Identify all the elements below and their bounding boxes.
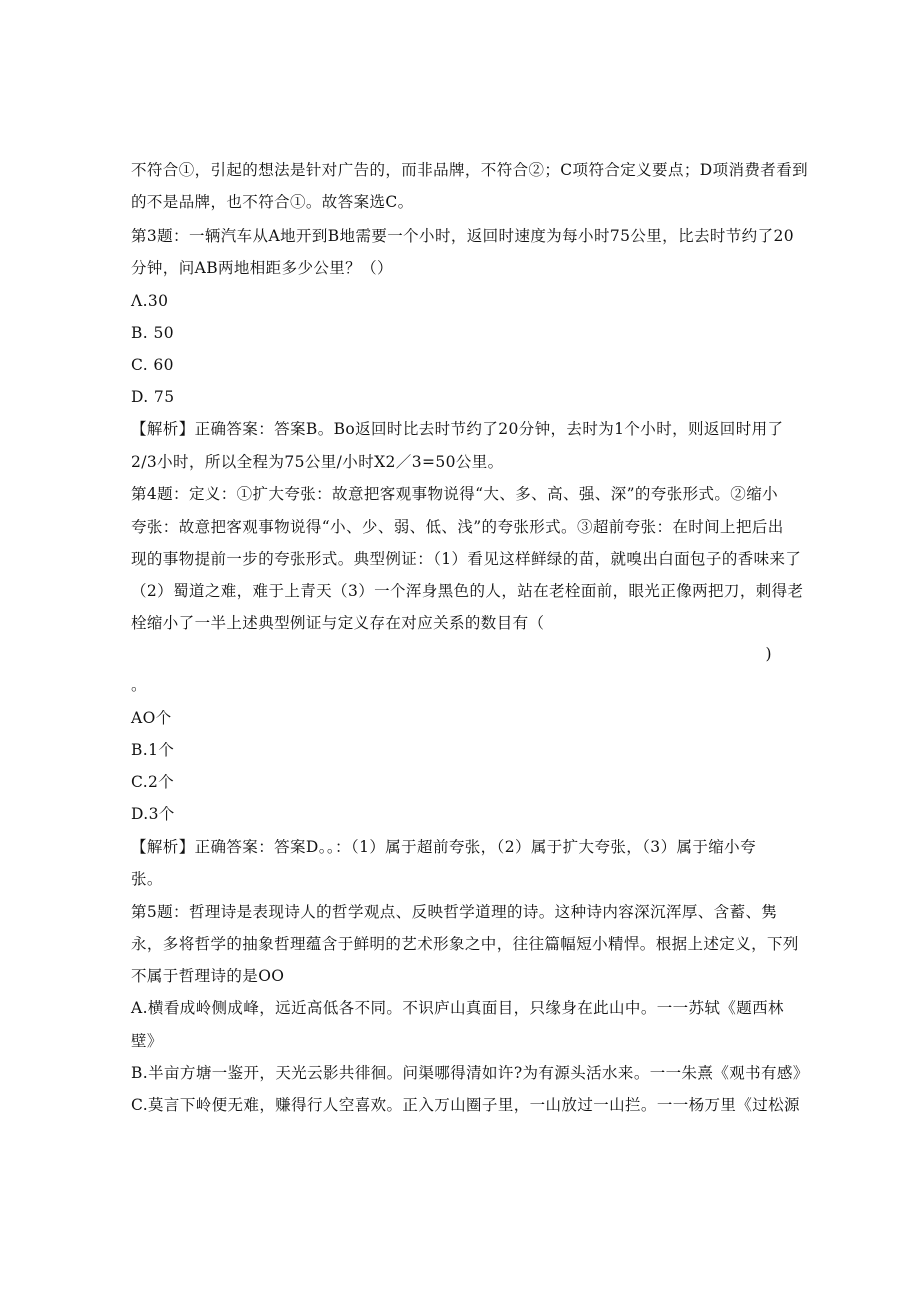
option-line: 壁》 [131,1032,163,1050]
option-line: AO个 [131,709,172,727]
closing-paren: ) [765,645,772,663]
option-line: A.横看成岭侧成峰，远近高低各不同。不识庐山真面目，只缘身在此山中。一一苏轼《题西林 [131,999,784,1017]
text-line: 分钟，问AB两地相距多少公里？（） [131,259,393,277]
option-line: Λ.30 [131,292,169,310]
text-line: 。 [131,676,147,694]
option-line: B.半亩方塘一鉴开，天光云影共徘徊。问渠哪得清如许?为有源头活水来。一一朱熹《观书有感》 [131,1064,809,1082]
text-line: 的不是品牌，也不符合①。故答案选C。 [131,193,414,211]
text-line: 第3题：一辆汽车从A地开到B地需要一个小时，返回时速度为每小时75公里，比去时节约了20 [131,227,794,245]
text-line: 栓缩小了一半上述典型例证与定义存在对应关系的数目有（ [131,614,545,632]
text-line: 第5题：哲理诗是表现诗人的哲学观点、反映哲学道理的诗。这种诗内容深沉浑厚、含蓄、隽 [131,903,778,921]
option-line: C. 60 [131,356,174,374]
analysis-line: 2/3小时，所以全程为75公里/小时X2／3=50公里。 [131,453,504,471]
text-line: 夸张：故意把客观事物说得“小、少、弱、低、浅”的夸张形式。③超前夸张：在时间上把后出 [131,518,784,536]
option-line: B. 50 [131,324,174,342]
option-line: B.1个 [131,741,175,759]
option-line: D. 75 [131,388,175,406]
option-line: C.莫言下岭便无难，赚得行人空喜欢。正入万山圈子里，一山放过一山拦。一一杨万里《过松源 [131,1096,800,1114]
option-line: D.3个 [131,805,175,823]
text-line: 不符合①，引起的想法是针对广告的，而非品牌，不符合②；C项符合定义要点；D项消费者看到 [131,161,808,179]
analysis-line: 【解析】正确答案：答案B。Bo返回时比去时节约了20分钟，去时为1个小时，则返回时用了 [131,420,784,438]
text-line: 不属于哲理诗的是OO [131,967,285,985]
text-line: 第4题：定义：①扩大夸张：故意把客观事物说得“大、多、高、强、深”的夸张形式。②缩小 [131,485,779,503]
analysis-line: 张。 [131,870,163,888]
option-line: C.2个 [131,773,175,791]
analysis-line: 【解析】正确答案：答案D。。：（1）属于超前夸张，（2）属于扩大夸张，（3）属于缩小夸 [131,838,756,856]
text-line: （2）蜀道之难，难于上青天（3）一个浑身黑色的人，站在老栓面前，眼光正像两把刀，刺得老 [131,582,804,600]
text-line: 现的事物提前一步的夸张形式。典型例证：（1）看见这样鲜绿的苗，就嗅出白面包子的香味来了 [131,550,802,568]
text-line: 永，多将哲学的抽象哲理蕴含于鲜明的艺术形象之中，往往篇幅短小精悍。根据上述定义，下列 [131,935,799,953]
